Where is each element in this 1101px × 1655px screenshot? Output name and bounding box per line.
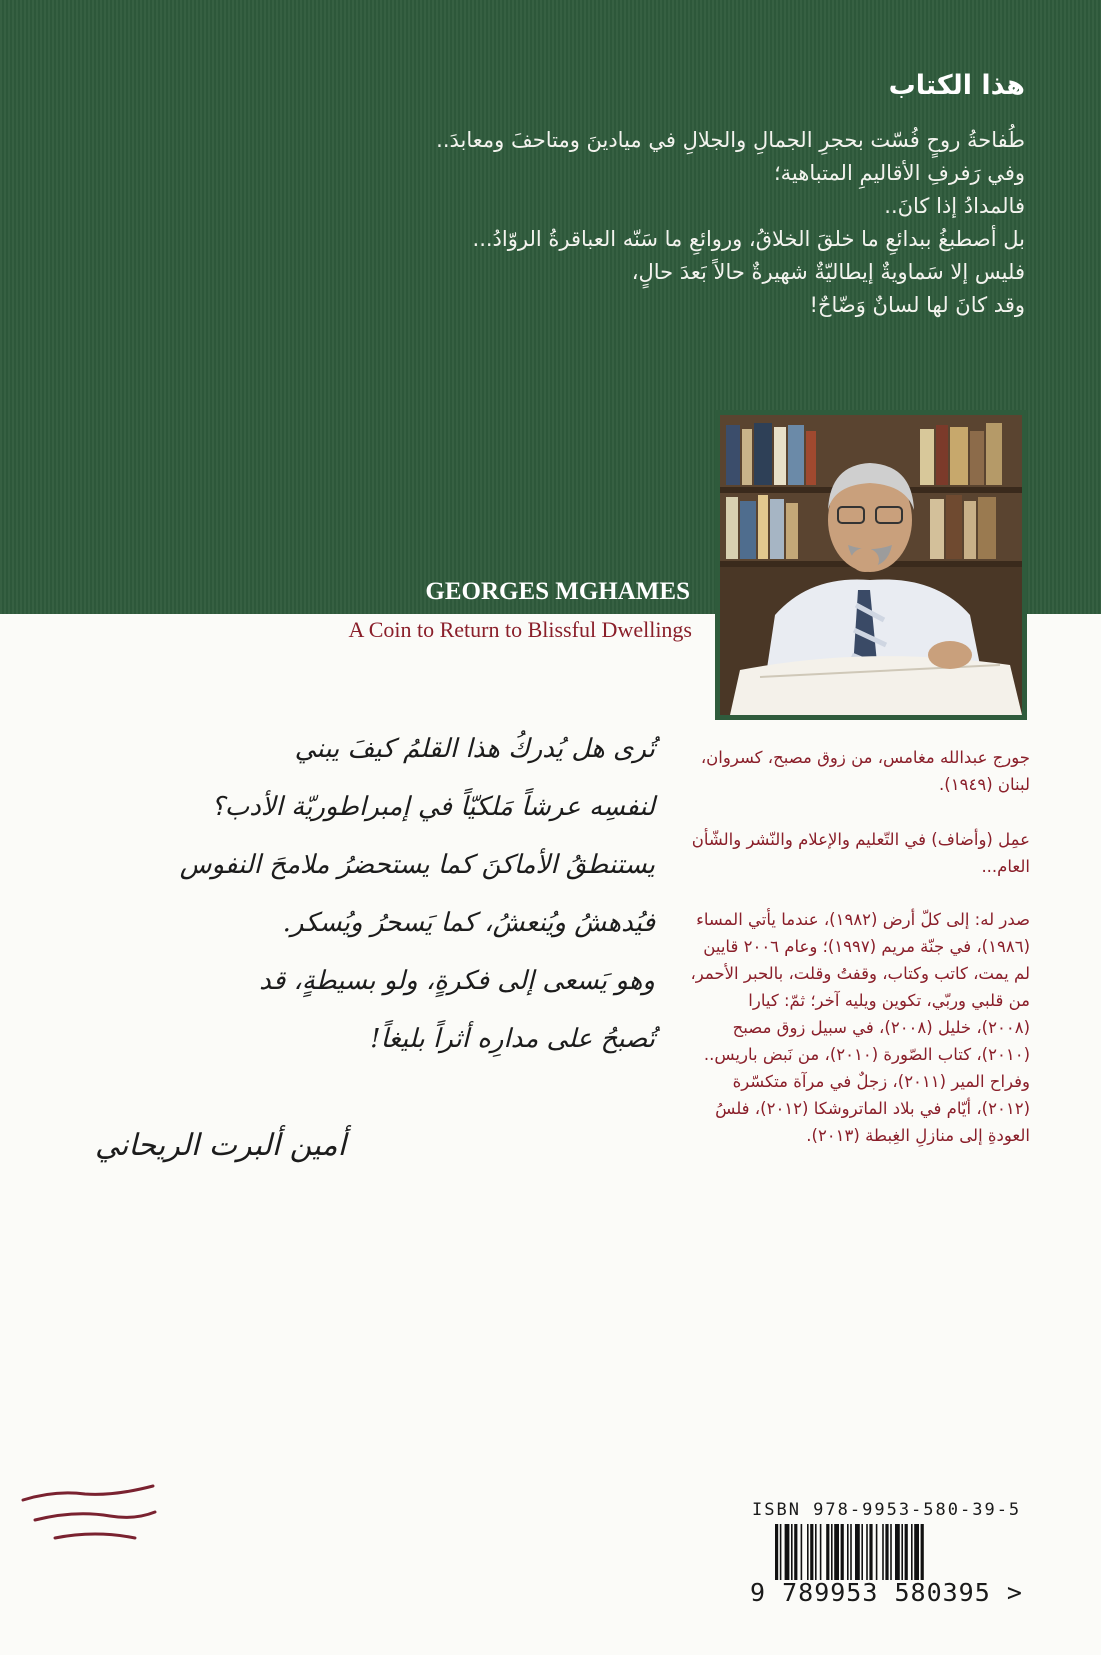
book-title-english: A Coin to Return to Blissful Dwellings (348, 617, 692, 642)
handwritten-line: يستنطقُ الأماكنَ كما يستحضرُ ملامحَ النفوس (179, 850, 655, 880)
author-bio-origin: جورج عبدالله مغامس، من زوق مصبح، كسروان، لبنان (١٩٤٩). (700, 748, 1030, 794)
handwritten-line: وهو يَسعى إلى فكرةٍ، ولو بسيطةٍ، قد (259, 966, 655, 996)
section-heading: هذا الكتاب (888, 70, 1025, 101)
handwritten-note (55, 720, 655, 1068)
blurb-line: وفي رَفرفِ الأقاليمِ المتباهية؛ (774, 161, 1025, 185)
author-portrait-photo (720, 415, 1022, 715)
handwritten-line: فيُدهشُ ويُنعشُ، كما يَسحرُ ويُسكر. (282, 908, 655, 938)
handwritten-line: تُرى هل يُدركُ هذا القلمُ كيفَ يبني (294, 734, 655, 764)
isbn-barcode (775, 1524, 1025, 1580)
author-bio-career: عمِل (وأضاف) في التّعليم والإعلام والنّشر والشّأن العام... (691, 830, 1030, 876)
blurb-line: وقد كانَ لها لسانٌ وَضّاحٌ! (809, 293, 1025, 317)
red-ink-marks (15, 1460, 165, 1550)
blurb-line: فليس إلا سَماويةٌ إيطاليّةٌ شهيرةٌ حالاً بَعدَ حالٍ، (631, 260, 1025, 284)
blurb-line: بل أصطبغُ ببدائعِ ما خلقَ الخلاقُ، وروائعِ ما سَنّه العباقرةُ الروّادُ... (472, 227, 1025, 251)
author-photo-frame (715, 410, 1027, 720)
handwritten-line: تُصبحُ على مدارِه أثراً بليغاً! (370, 1024, 655, 1054)
blurb-line: طُفاحةُ روحٍ فُسّت بحجرِ الجمالِ والجلالِ في ميادينَ ومتاحفَ ومعابدَ.. (436, 128, 1025, 152)
handwritten-signature: أمين ألبرت الريحاني (95, 1128, 346, 1163)
isbn-label: ISBN 978-9953-580-39-5 (752, 1500, 1022, 1520)
blurb-line: فالمدادُ إذا كانَ.. (884, 194, 1025, 218)
author-bibliography: صدر له: إلى كلّ أرض (١٩٨٢)، عندما يأتي المساء (١٩٨٦)، في جنّة مريم (١٩٩٧)؛ وعام ٢٠٠٦ قايين لم يمت، كاتب وكتاب، وقفتُ وقلت، بالحبر الأحمر، من قلبي وربّي، تكوين ويليه آخر؛ ثمّ: كيارا (٢٠٠٨)، خليل (٢٠٠٨)، في سبيل زوق مصبح (٢٠١٠)، كتاب الصّورة (٢٠١٠)، من نَبض باريس.. وفراح المير (٢٠١١)، زجلٌ في مرآة متكسّرة (٢٠١٢)، أيّام في بلاد الماتروشكا (٢٠١٢)، فلسُ العودةِ إلى منازلِ الغِبطة (٢٠١٣). (690, 910, 1030, 1145)
author-name: GEORGES MGHAMES (425, 578, 690, 605)
blurb-text (265, 124, 1025, 322)
barcode-digits: 9 789953 580395 > (750, 1578, 1023, 1607)
handwritten-line: لنفسِه عرشاً مَلكيّاً في إمبراطوريّة الأدب؟ (210, 792, 655, 822)
